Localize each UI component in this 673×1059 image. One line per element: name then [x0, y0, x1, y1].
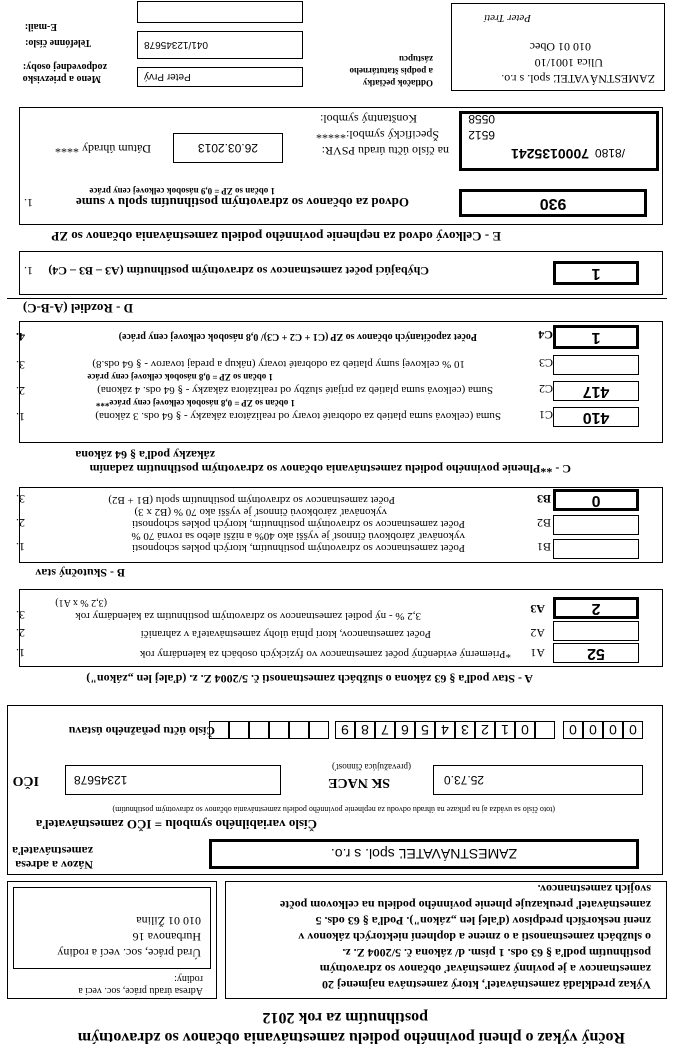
a3-text: 3,2 % - ný podiel zamestnancov so zdravotným postihnutím za kalendárny rok: [75, 610, 421, 622]
d1-field[interactable]: 1: [553, 261, 639, 285]
account-digit-cell[interactable]: 0: [515, 721, 535, 739]
account-digit-cell[interactable]: [289, 721, 309, 739]
nace-label: SK NACE: [328, 775, 390, 790]
phone-field[interactable]: 041/12345678: [137, 31, 303, 59]
a1-field[interactable]: 52: [553, 643, 639, 663]
c1-sub: 1 občan so ZP = 0,8 násobok celkovej ceny práce***: [95, 398, 295, 408]
c2-num: 2.: [16, 384, 25, 398]
sender-label: zástupcu: [398, 54, 433, 64]
c3-text: 10 % celkovej sumy platieb za odobraté tovary (nákup a predaj tovarov - § 64 ods.8): [92, 358, 465, 370]
section-b-heading: B - Skutočný stav: [35, 566, 125, 580]
c3-num: 3.: [16, 358, 25, 372]
payment-spec-value[interactable]: 6512: [468, 128, 495, 142]
e1-num: 1.: [24, 196, 33, 210]
c1-field[interactable]: 410: [553, 407, 639, 427]
account-digit-cell[interactable]: 7: [375, 721, 395, 739]
b3-num: 3.: [16, 492, 25, 506]
email-field[interactable]: [137, 1, 303, 23]
section-d-rule: [7, 298, 667, 299]
variable-symbol-label: Číslo variabilného symbolu = IČO zamestnávateľa: [35, 817, 317, 832]
account-digit-cell[interactable]: [309, 721, 329, 739]
sender-label: a podpis štatutárneho: [349, 66, 433, 76]
c4-num: 4.: [16, 330, 25, 344]
account-digit-cell[interactable]: 0: [563, 721, 583, 739]
account-digit-cell[interactable]: 8: [355, 721, 375, 739]
c3-field[interactable]: [553, 355, 639, 375]
account-digit-cell[interactable]: 6: [395, 721, 415, 739]
account-digit-cell[interactable]: [535, 721, 555, 739]
phone-label: Telefónne číslo:: [24, 37, 91, 48]
account-label: Číslo účtu peňažného ústavu: [68, 724, 215, 738]
payment-const-value[interactable]: 0558: [468, 112, 495, 126]
account-digit-cell[interactable]: 4: [435, 721, 455, 739]
office-address-line: Úrad práce, soc. vecí a rodiny: [57, 946, 201, 960]
b2-text2: vykonávať zárobkovú činnosť je vyšší ako 70 % (B2 x 3): [134, 506, 387, 518]
a3-field[interactable]: 2: [553, 597, 639, 619]
intro-line: postihnutím podľa § 63 ods. 1 písm. d/ zákona č. 5/2004 Z. z.: [342, 946, 651, 960]
a2-field[interactable]: [553, 621, 639, 641]
sender-line: 010 01 Obec: [529, 40, 591, 54]
variable-symbol-note: (toto číslo sa uvádza aj na príkaze na úhradu odvodu za neplnenie povinného podielu zamestnávania občanov so zdravotným postihnutím): [112, 805, 555, 814]
nace-sub-label: (prevažujúca činnosť): [331, 762, 411, 772]
b1-num: 1.: [16, 540, 25, 554]
account-digit-cell[interactable]: 3: [455, 721, 475, 739]
a2-text: Počet zamestnancov, ktorí plnia úlohy zamestnávateľa v zahraničí: [140, 628, 431, 640]
payment-account-value[interactable]: 7000135241: [511, 146, 589, 162]
payment-spec-label: Špecifický symbol:*****: [316, 128, 439, 142]
account-digit-cell[interactable]: [249, 721, 269, 739]
email-label: E-mail:: [24, 21, 57, 32]
intro-line: svojich zamestnancov.: [537, 882, 651, 896]
c2-field[interactable]: 417: [553, 381, 639, 401]
a3-code: A3: [530, 602, 545, 616]
intro-line: znení neskorších predpisov (ďalej len „zákon"). Podľa § 63 ods. 5: [315, 914, 651, 928]
e1-text: Odvod za občanov so zdravotným postihnutím spolu v sume: [76, 195, 409, 210]
payment-bank-code: /8180: [594, 146, 625, 160]
c1-num: 1.: [16, 410, 25, 424]
account-digit-cell[interactable]: 0: [603, 721, 623, 739]
b3-field[interactable]: 0: [553, 489, 639, 511]
intro-line: Výkaz predkladá zamestnávateľ, ktorý zamestnáva najmenej 20: [321, 978, 651, 992]
account-digit-cell[interactable]: [269, 721, 289, 739]
office-address-line: 010 01 Žilina: [136, 914, 201, 928]
intro-line: o službách zamestnanosti a o zmene a doplnení niektorých zákonov v: [298, 930, 651, 944]
c1-text: Suma (celková suma platieb za odobraté tovary od realizátora zákazky - § 64 ods. 3 zákona): [95, 410, 501, 422]
payment-account-label: na číslo účtu úradu PSVR:: [321, 144, 449, 158]
account-digit-cell[interactable]: 5: [415, 721, 435, 739]
account-digit-cell[interactable]: [209, 721, 229, 739]
account-digit-cell[interactable]: 1: [495, 721, 515, 739]
b1-field[interactable]: [553, 539, 639, 559]
office-label: rodiny:: [174, 973, 203, 984]
intro-line: zamestnávateľ preukazuje plnenie povinného podielu na celkovom počte: [279, 898, 651, 912]
account-digit-cell[interactable]: 0: [583, 721, 603, 739]
c4-text: Počet započítaných občanov so ZP (C1 + C2 + C3)/ 0,8 násobok celkovej ceny práce): [118, 331, 477, 342]
preparer-label: zodpovednej osoby:: [22, 61, 107, 72]
account-digit-cell[interactable]: 9: [335, 721, 355, 739]
payment-date-label: Dátum úhrady ****: [55, 142, 151, 156]
e1-field[interactable]: 930: [459, 189, 647, 217]
a1-code: A1: [530, 646, 545, 660]
sender-line: ZAMESTNÁVATEĽ spol. s r.o.: [501, 72, 655, 86]
nace-field[interactable]: 25.73.0: [433, 765, 643, 795]
a1-num: 1.: [16, 646, 25, 660]
ico-label: IČO: [12, 773, 39, 788]
c2-text: Suma (celková suma platieb za prijaté služby od realizátora zákazky - § 64 ods. 4 zákona): [97, 384, 493, 396]
sender-label: Odtlačok pečiatky: [362, 78, 433, 88]
c1-code: C1: [538, 408, 553, 422]
office-address-line: Hurbanova 16: [132, 930, 201, 944]
a2-code: A2: [530, 626, 545, 640]
c2-sub: 1 občan so ZP = 0,8 násobok celkovej ceny práce: [87, 372, 273, 382]
account-digit-cell[interactable]: 2: [475, 721, 495, 739]
b2-field[interactable]: [553, 515, 639, 535]
sender-line: Ulica 1001/10: [534, 56, 603, 70]
section-c-heading2: zákazky podľa § 64 zákona: [75, 448, 215, 462]
c4-code: C4: [538, 328, 553, 342]
account-digit-cell[interactable]: [229, 721, 249, 739]
d1-text: Chýbajúci počet zamestnancov so zdravotným postihnutím (A3 – B3 – C4): [48, 264, 429, 278]
b3-text: Počet zamestnancov so zdravotným postihnutím spolu (B1 + B2): [108, 494, 395, 506]
office-label: Adresa úradu práce, soc. vecí a: [78, 985, 203, 996]
b2-code: B2: [536, 516, 551, 530]
d1-num: 1.: [24, 264, 33, 278]
b1-code: B1: [536, 540, 551, 554]
signature: Peter Tretí: [484, 12, 531, 24]
employer-name-label: zamestnávateľa: [12, 844, 93, 858]
preparer-field[interactable]: Peter Prvý: [137, 67, 303, 87]
b2-text: Počet zamestnancov so zdravotným postihnutím, ktorých pokles schopnosti: [131, 518, 465, 530]
ico-field[interactable]: 12345678: [65, 765, 281, 795]
intro-line: zamestnancov a je povinný zamestnávať občanov so zdravotným: [319, 962, 651, 976]
c3-code: C3: [538, 356, 553, 370]
form-title-line2: postihnutím za rok 2012: [262, 1009, 428, 1026]
c2-code: C2: [538, 382, 553, 396]
a1-text: *Priemerný evidenčný počet zamestnancov vo fyzických osobách za kalendárny rok: [139, 648, 511, 660]
b1-text: Počet zamestnancov so zdravotným postihnutím, ktorých pokles schopnosti: [131, 542, 465, 554]
payment-const-label: Konštantný symbol:: [319, 112, 417, 126]
b2-num: 2.: [16, 516, 25, 530]
account-digit-cell[interactable]: 0: [623, 721, 643, 739]
b1-text2: vykonávať zárobkovú činnosť je vyšší ako 40% a nižší alebo sa rovná 70 %: [131, 530, 465, 542]
e1-sub: 1 občan so ZP = 0,9 násobok celkovej ceny práce: [89, 186, 275, 196]
section-a-heading: A - Stav podľa § 63 zákona o službách zamestnanosti č. 5/2004 Z. z. (ďalej len „zákon"): [86, 672, 533, 686]
a2-num: 2.: [16, 626, 25, 640]
section-c-heading: C - **Plnenie povinného podielu zamestnávania občanov so zdravotným postihnutím zadaním: [89, 462, 571, 476]
preparer-label: Meno a priezvisko: [22, 73, 101, 84]
section-d-heading: D - Rozdiel (A-B-C): [22, 301, 133, 316]
a3-num: 3.: [16, 608, 25, 622]
payment-date-field[interactable]: 26.03.2013: [173, 133, 283, 163]
employer-name-label: Názov a adresa: [15, 858, 93, 872]
employer-name-field[interactable]: ZAMESTNÁVATEĽ spol. s r.o.: [209, 839, 639, 869]
a3-sub: (3,2 % x A1): [55, 597, 107, 608]
c4-field[interactable]: 1: [553, 325, 639, 349]
b3-code: B3: [536, 492, 551, 506]
section-e-heading: E - Celkový odvod za neplnenie povinného podielu zamestnávania občanov so ZP: [51, 229, 501, 244]
form-title-line1: Ročný výkaz o plnení povinného podielu zamestnávania občanov so zdravotným: [77, 1029, 625, 1046]
